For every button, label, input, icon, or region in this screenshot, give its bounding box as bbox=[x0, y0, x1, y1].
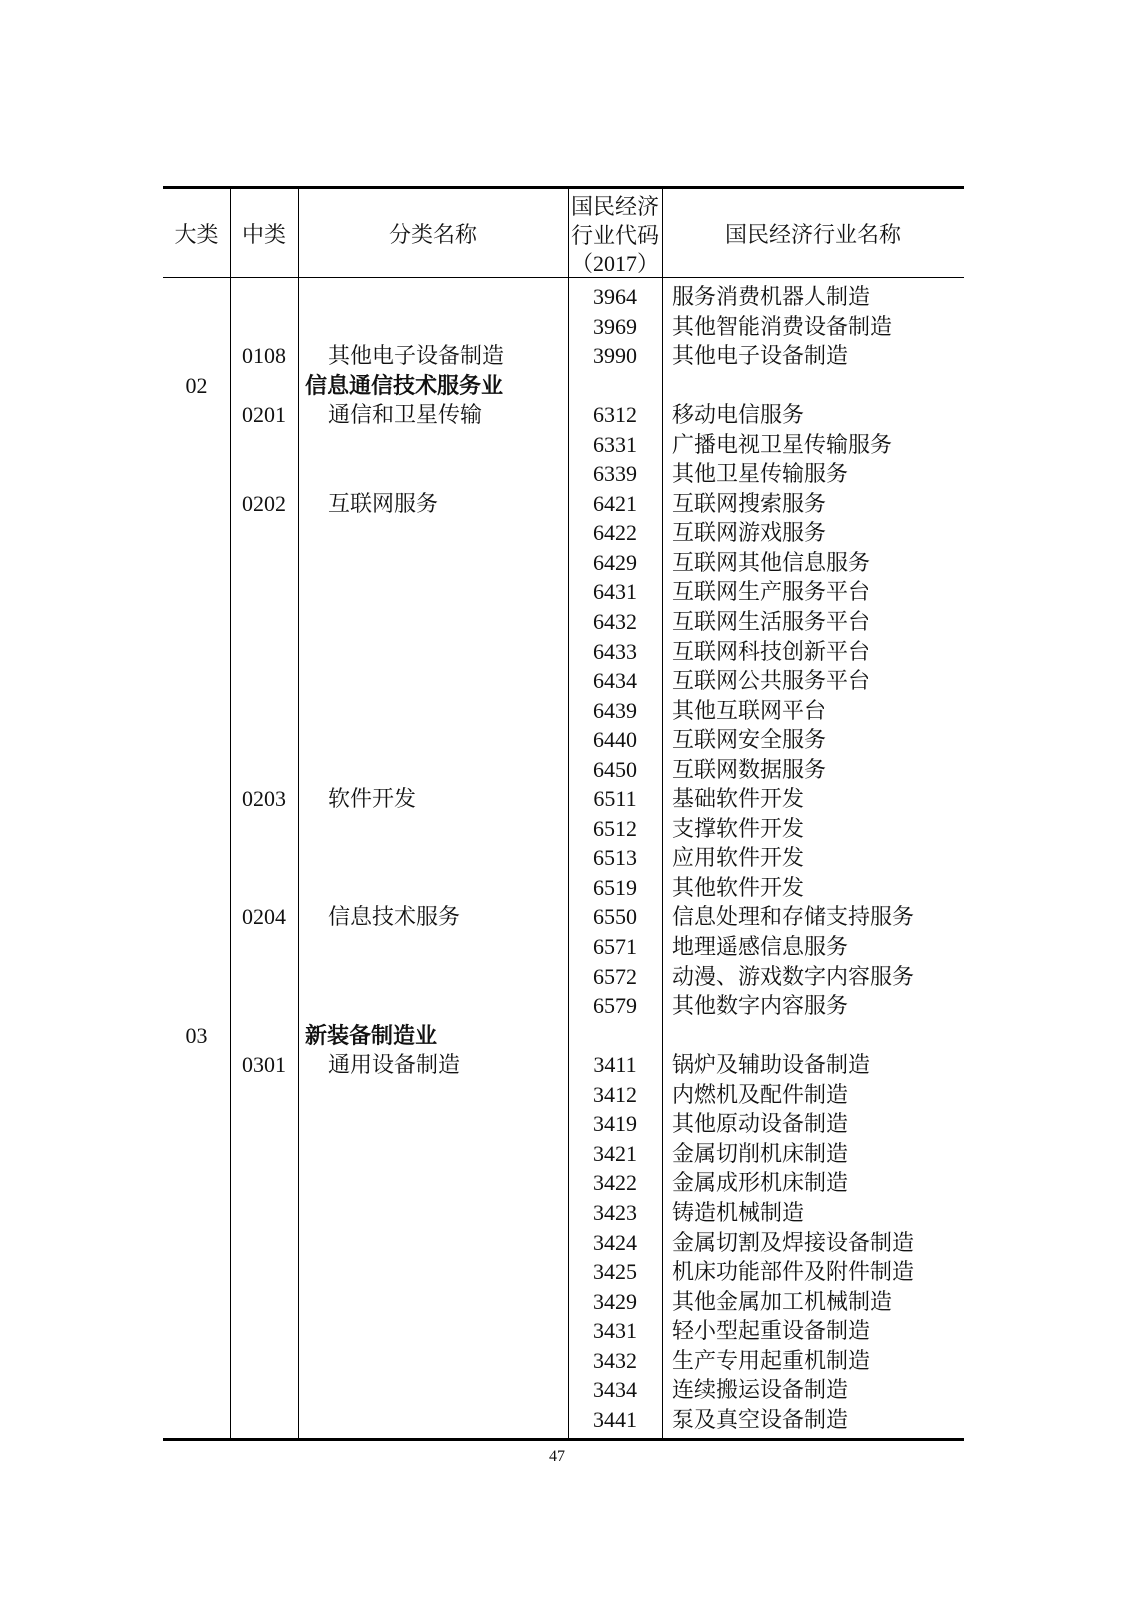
industry-code: 6450 bbox=[593, 756, 637, 782]
table-row bbox=[0, 725, 1131, 755]
industry-code: 3969 bbox=[593, 313, 637, 339]
industry-code: 6572 bbox=[593, 963, 637, 989]
industry-name: 基础软件开发 bbox=[672, 786, 805, 812]
table-row bbox=[0, 755, 1131, 785]
major-category-code: 02 bbox=[185, 372, 208, 398]
industry-name: 其他软件开发 bbox=[672, 874, 805, 900]
major-category-name: 信息通信技术服务业 bbox=[305, 372, 504, 398]
table-row bbox=[0, 784, 1131, 814]
industry-name: 泵及真空设备制造 bbox=[672, 1406, 849, 1432]
industry-code: 6511 bbox=[593, 786, 637, 812]
table-row bbox=[0, 282, 1131, 312]
industry-code: 6579 bbox=[593, 993, 637, 1019]
industry-name: 其他互联网平台 bbox=[672, 697, 827, 723]
middle-category-code: 0201 bbox=[242, 402, 286, 428]
industry-name: 其他卫星传输服务 bbox=[672, 461, 849, 487]
header-middle: 中类 bbox=[241, 222, 286, 247]
industry-name: 生产专用起重机制造 bbox=[672, 1347, 871, 1373]
middle-category-code: 0108 bbox=[242, 343, 286, 369]
major-category-code: 03 bbox=[185, 1022, 208, 1048]
industry-name: 机床功能部件及附件制造 bbox=[672, 1259, 915, 1285]
industry-name: 互联网搜索服务 bbox=[672, 490, 827, 516]
middle-category-code: 0204 bbox=[242, 904, 286, 930]
industry-code: 6339 bbox=[593, 461, 637, 487]
table-top-rule bbox=[163, 186, 964, 189]
table-row bbox=[0, 1228, 1131, 1258]
table-row bbox=[0, 637, 1131, 667]
table-row bbox=[0, 1316, 1131, 1346]
industry-code: 6439 bbox=[593, 697, 637, 723]
table-row bbox=[0, 1198, 1131, 1228]
category-name: 信息技术服务 bbox=[328, 904, 461, 930]
table-row bbox=[0, 696, 1131, 726]
table-row bbox=[0, 489, 1131, 519]
table-row bbox=[0, 1405, 1131, 1435]
table-row bbox=[0, 991, 1131, 1021]
header-code-line: 行业代码 bbox=[570, 222, 659, 248]
header-code-line: （2017） bbox=[570, 251, 659, 276]
table-row bbox=[0, 843, 1131, 873]
industry-code: 3434 bbox=[593, 1377, 637, 1403]
category-name: 其他电子设备制造 bbox=[328, 343, 505, 369]
header-category-name: 分类名称 bbox=[388, 222, 477, 247]
table-row bbox=[0, 400, 1131, 430]
category-name: 互联网服务 bbox=[328, 490, 439, 516]
industry-name: 互联网安全服务 bbox=[672, 727, 827, 753]
table-row bbox=[0, 902, 1131, 932]
table-row bbox=[0, 1346, 1131, 1376]
industry-code: 3422 bbox=[593, 1170, 637, 1196]
industry-name: 轻小型起重设备制造 bbox=[672, 1318, 871, 1344]
industry-name: 互联网生产服务平台 bbox=[672, 579, 871, 605]
industry-name: 互联网游戏服务 bbox=[672, 520, 827, 546]
industry-code: 3964 bbox=[593, 284, 637, 309]
industry-name: 锅炉及辅助设备制造 bbox=[672, 1052, 871, 1078]
table-row bbox=[0, 518, 1131, 548]
industry-code: 3423 bbox=[593, 1199, 637, 1225]
table-row bbox=[0, 1287, 1131, 1317]
middle-category-code: 0203 bbox=[242, 786, 286, 812]
industry-name: 其他智能消费设备制造 bbox=[672, 313, 893, 339]
industry-name: 互联网公共服务平台 bbox=[672, 668, 871, 694]
industry-name: 其他原动设备制造 bbox=[672, 1111, 849, 1137]
industry-code: 3431 bbox=[593, 1318, 637, 1344]
table-row bbox=[0, 1139, 1131, 1169]
table-row bbox=[0, 1257, 1131, 1287]
table-row bbox=[0, 459, 1131, 489]
industry-code: 6513 bbox=[593, 845, 637, 871]
industry-name: 金属成形机床制造 bbox=[672, 1170, 849, 1196]
industry-code: 6440 bbox=[593, 727, 637, 753]
table-row bbox=[0, 962, 1131, 992]
table-row bbox=[0, 371, 1131, 401]
industry-code: 6571 bbox=[593, 934, 637, 960]
industry-name: 金属切削机床制造 bbox=[672, 1140, 849, 1166]
table-row bbox=[0, 341, 1131, 371]
middle-category-code: 0202 bbox=[242, 490, 286, 516]
industry-name: 信息处理和存储支持服务 bbox=[672, 904, 915, 930]
table-row bbox=[0, 548, 1131, 578]
industry-name: 地理遥感信息服务 bbox=[672, 934, 849, 960]
industry-code: 6422 bbox=[593, 520, 637, 546]
industry-name: 互联网生活服务平台 bbox=[672, 609, 871, 635]
table-row bbox=[0, 1080, 1131, 1110]
industry-code: 6431 bbox=[593, 579, 637, 605]
middle-category-code: 0301 bbox=[242, 1052, 286, 1078]
industry-name: 金属切割及焊接设备制造 bbox=[672, 1229, 915, 1255]
table-row bbox=[0, 1021, 1131, 1051]
industry-name: 其他数字内容服务 bbox=[672, 993, 849, 1019]
header-major: 大类 bbox=[174, 222, 219, 247]
table-row bbox=[0, 577, 1131, 607]
industry-name: 连续搬运设备制造 bbox=[672, 1377, 849, 1403]
industry-code: 6512 bbox=[593, 815, 637, 841]
industry-name: 互联网数据服务 bbox=[672, 756, 827, 782]
table-row bbox=[0, 666, 1131, 696]
table-bottom-rule bbox=[163, 1438, 964, 1441]
table-row bbox=[0, 1109, 1131, 1139]
header-industry-name: 国民经济行业名称 bbox=[724, 222, 901, 247]
industry-code: 3425 bbox=[593, 1259, 637, 1285]
industry-code: 3429 bbox=[593, 1288, 637, 1314]
industry-name: 应用软件开发 bbox=[672, 845, 805, 871]
table-row bbox=[0, 814, 1131, 844]
industry-code: 3421 bbox=[593, 1140, 637, 1166]
table-row bbox=[0, 932, 1131, 962]
industry-code: 3419 bbox=[593, 1111, 637, 1137]
industry-code: 6519 bbox=[593, 874, 637, 900]
industry-code: 6429 bbox=[593, 549, 637, 575]
industry-name: 铸造机械制造 bbox=[672, 1199, 805, 1225]
industry-name: 互联网其他信息服务 bbox=[672, 549, 871, 575]
industry-name: 其他金属加工机械制造 bbox=[672, 1288, 893, 1314]
major-category-name: 新装备制造业 bbox=[305, 1022, 438, 1048]
industry-code: 3411 bbox=[593, 1052, 637, 1078]
table-row bbox=[0, 312, 1131, 342]
category-name: 通用设备制造 bbox=[328, 1052, 461, 1078]
industry-code: 3990 bbox=[593, 343, 637, 369]
page-number: 47 bbox=[549, 1448, 565, 1465]
header-code-line: 国民经济 bbox=[570, 194, 659, 219]
industry-code: 3441 bbox=[593, 1406, 637, 1432]
table-row bbox=[0, 873, 1131, 903]
industry-name: 移动电信服务 bbox=[672, 402, 805, 428]
industry-name: 动漫、游戏数字内容服务 bbox=[672, 963, 915, 989]
industry-code: 6433 bbox=[593, 638, 637, 664]
header-industry-code bbox=[568, 193, 662, 279]
industry-code: 6550 bbox=[593, 904, 637, 930]
table-row bbox=[0, 1375, 1131, 1405]
industry-name: 服务消费机器人制造 bbox=[672, 284, 871, 309]
table-body bbox=[0, 282, 1131, 1434]
table-row bbox=[0, 607, 1131, 637]
industry-code: 6432 bbox=[593, 609, 637, 635]
industry-name: 其他电子设备制造 bbox=[672, 343, 849, 369]
industry-code: 3412 bbox=[593, 1081, 637, 1107]
category-name: 通信和卫星传输 bbox=[328, 402, 483, 428]
industry-name: 内燃机及配件制造 bbox=[672, 1081, 849, 1107]
industry-code: 6421 bbox=[593, 490, 637, 516]
industry-code: 3432 bbox=[593, 1347, 637, 1373]
industry-code: 6331 bbox=[593, 431, 637, 457]
industry-code: 6434 bbox=[593, 668, 637, 694]
industry-code: 3424 bbox=[593, 1229, 637, 1255]
category-name: 软件开发 bbox=[328, 786, 417, 812]
industry-name: 互联网科技创新平台 bbox=[672, 638, 871, 664]
table-row bbox=[0, 430, 1131, 460]
industry-code: 6312 bbox=[593, 402, 637, 428]
industry-name: 支撑软件开发 bbox=[672, 815, 805, 841]
industry-name: 广播电视卫星传输服务 bbox=[672, 431, 893, 457]
table-row bbox=[0, 1168, 1131, 1198]
table-row bbox=[0, 1050, 1131, 1080]
